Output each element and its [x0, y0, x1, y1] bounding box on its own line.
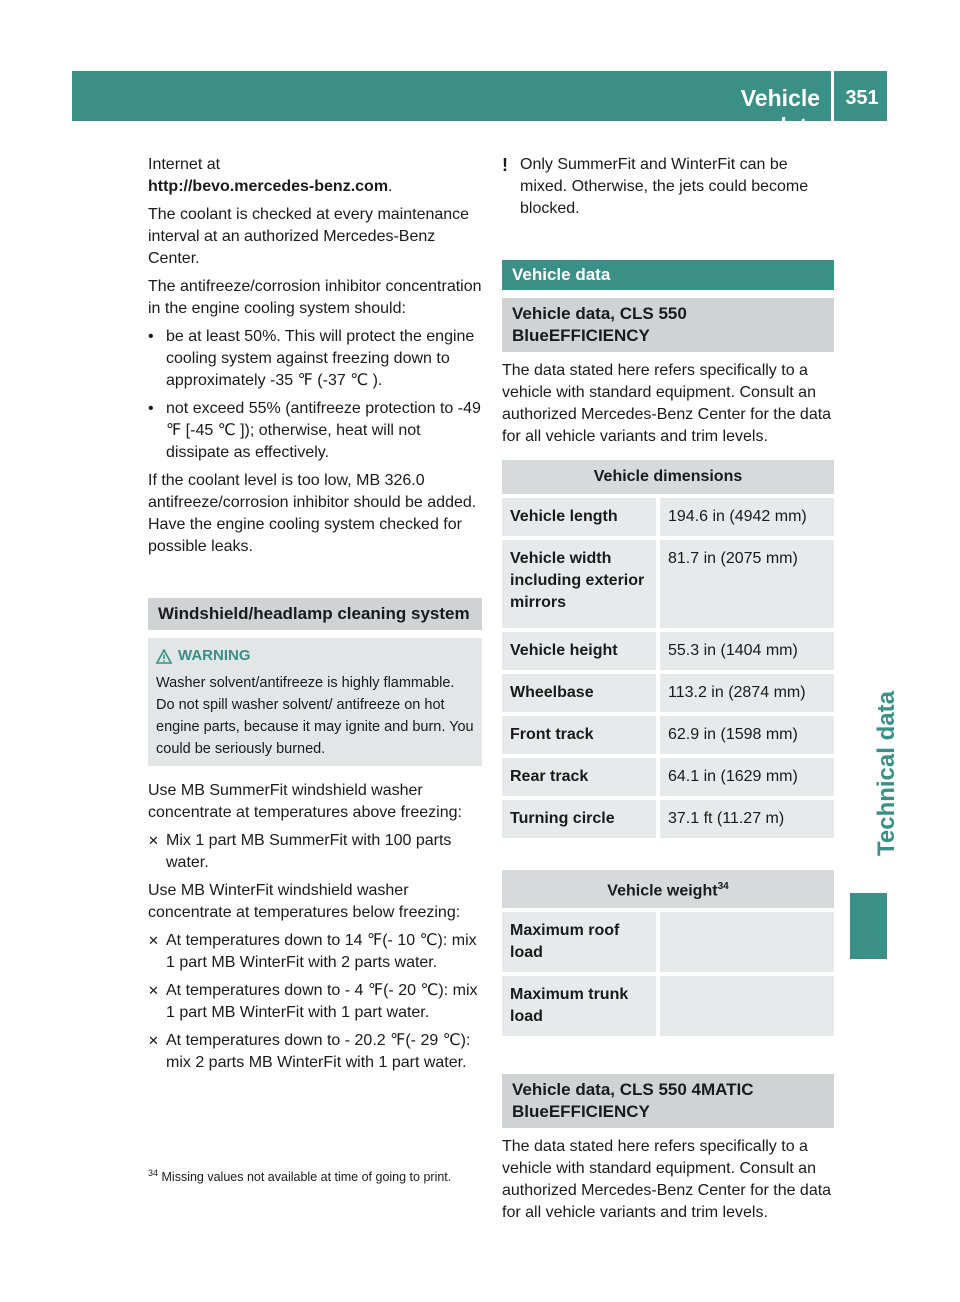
- warning-box: [148, 638, 482, 766]
- footnote-number: 34: [148, 1168, 159, 1178]
- table-row: Maximum trunk load: [502, 976, 834, 1036]
- subsection-heading-cls550: Vehicle data, CLS 550 BlueEFFICIENCY: [502, 298, 834, 352]
- table-row: Turning circle 37.1 ft (11.27 m): [502, 800, 834, 838]
- table-row: Vehicle width including exterior mirrors 81.7 in (2075 mm): [502, 540, 834, 628]
- paragraph-coolant-check: The coolant is checked at every maintenance interval at an authorized Mercedes-Benz Center.: [148, 206, 470, 267]
- step-item: ✕ Mix 1 part MB SummerFit with 100 parts water.: [148, 832, 452, 871]
- step-arrow-icon: ✕: [148, 833, 159, 848]
- caution-note: ! Only SummerFit and WinterFit can be mixed. Otherwise, the jets could become blocked.: [502, 155, 809, 217]
- page-title: Vehicle data: [740, 85, 820, 139]
- bullet-icon: •: [148, 400, 154, 417]
- paragraph-internet: Internet at: [148, 156, 221, 173]
- warning-text: Washer solvent/antifreeze is highly flammable. Do not spill washer solvent/ antifreeze on hot engine parts, because it may ignite and burn. You could be seriously burned.: [156, 675, 474, 757]
- table-row: Rear track 64.1 in (1629 mm): [502, 758, 834, 796]
- bullet-item: • be at least 50%. This will protect the engine cooling system against freezing down to approximately -35 ℉ (-37 ℃ ).: [148, 328, 475, 389]
- paragraph-concentration: The antifreeze/corrosion inhibitor concentration in the engine cooling system should:: [148, 278, 482, 317]
- bullet-icon: •: [148, 328, 154, 345]
- table-row: Maximum roof load: [502, 912, 834, 972]
- page-number: 351: [845, 87, 879, 109]
- bullet-item: • not exceed 55% (antifreeze protection to -49 ℉ [-45 ℃ ]); otherwise, heat will not dissipate as effectively.: [148, 400, 481, 461]
- paragraph-winterfit: Use MB WinterFit windshield washer concentrate at temperatures below freezing:: [148, 882, 461, 921]
- paragraph-coolant-low: If the coolant level is too low, MB 326.0 antifreeze/corrosion inhibitor should be added. Have the engine cooling system checked for possible leaks.: [148, 472, 477, 555]
- table-row: Vehicle length 194.6 in (4942 mm): [502, 498, 834, 536]
- step-arrow-icon: ✕: [148, 1033, 159, 1048]
- step-arrow-icon: ✕: [148, 983, 159, 998]
- table-row: Vehicle height 55.3 in (1404 mm): [502, 632, 834, 670]
- side-chapter-label: [872, 646, 902, 856]
- footnote-reference: 34: [717, 881, 729, 892]
- section-heading-vehicle-data: Vehicle data: [502, 260, 834, 290]
- warning-title: WARNING: [156, 646, 474, 666]
- paragraph-intro-cls550: The data stated here refers specifically to a vehicle with standard equipment. Consult an authorized Mercedes-Benz Center for the data for all vehicle variants and trim levels.: [502, 362, 832, 445]
- weight-table-title: Vehicle weight$^{34}$: [502, 870, 834, 908]
- table-row: Wheelbase 113.2 in (2874 mm): [502, 674, 834, 712]
- paragraph-url: http://bevo.mercedes-benz.com.: [148, 178, 393, 195]
- step-item: ✕ At temperatures down to ‑ 20.2 ℉(‑ 29 ℃): mix 2 parts MB WinterFit with 1 part water.: [148, 1032, 471, 1071]
- subsection-heading-cls550-4matic: Vehicle data, CLS 550 4MATIC BlueEFFICIENCY: [502, 1074, 834, 1128]
- header-divider: [831, 71, 834, 121]
- weight-table: [502, 866, 834, 1040]
- step-item: ✕ At temperatures down to ‑ 4 ℉(‑ 20 ℃): mix 1 part MB WinterFit with 1 part water.: [148, 982, 478, 1021]
- left-column: [148, 154, 482, 1080]
- website-link[interactable]: http://bevo.mercedes-benz.com: [148, 178, 389, 195]
- side-tab-marker: [850, 893, 887, 959]
- footnote: [148, 1165, 451, 1185]
- section-heading-windshield: Windshield/headlamp cleaning system: [148, 598, 482, 630]
- exclamation-icon: !: [502, 155, 508, 175]
- paragraph-intro-4matic: The data stated here refers specifically to a vehicle with standard equipment. Consult an authorized Mercedes-Benz Center for the data for all vehicle variants and trim levels.: [502, 1138, 832, 1222]
- side-chapter-text: Technical data: [873, 691, 900, 856]
- right-column: [502, 154, 834, 1230]
- footnote-text: Missing values not available at time of going to print.: [161, 1170, 452, 1185]
- warning-triangle-icon: [156, 649, 172, 664]
- table-row: Front track 62.9 in (1598 mm): [502, 716, 834, 754]
- paragraph-summerfit: Use MB SummerFit windshield washer concentrate at temperatures above freezing:: [148, 782, 462, 821]
- step-item: ✕ At temperatures down to 14 ℉(‑ 10 ℃): mix 1 part MB WinterFit with 2 parts water.: [148, 932, 477, 971]
- dimensions-table-title: Vehicle dimensions: [502, 460, 834, 494]
- dimensions-table: [502, 456, 834, 842]
- step-arrow-icon: ✕: [148, 933, 159, 948]
